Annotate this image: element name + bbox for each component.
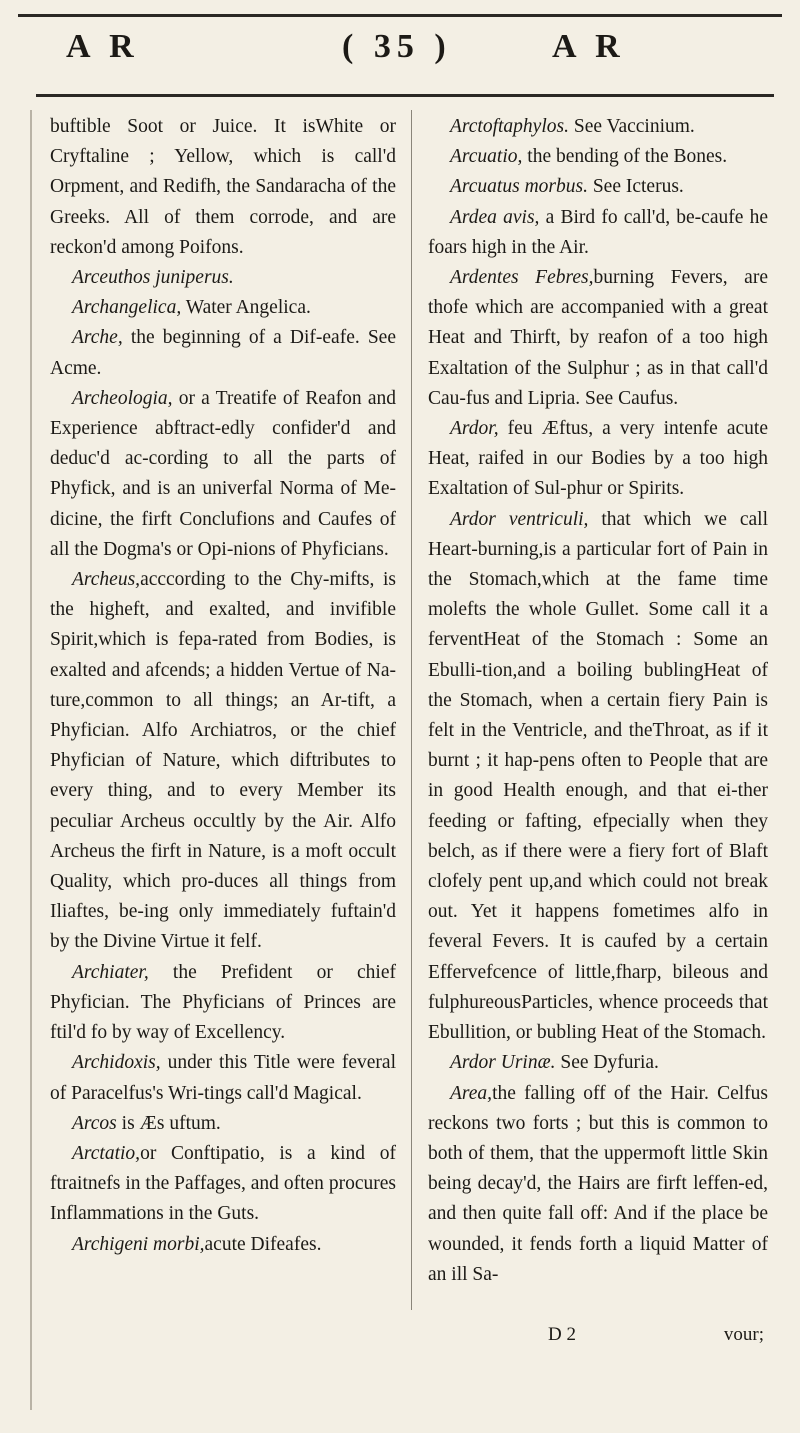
entry-term: Archiater,: [72, 961, 149, 983]
entry-term: Ardor Urinæ.: [450, 1052, 556, 1074]
dictionary-entry: [50, 958, 396, 1049]
entry-term: Area,: [450, 1082, 493, 1104]
left-column: [50, 112, 396, 1260]
entry-term: Ardor ventriculi,: [450, 508, 589, 530]
entry-definition: the beginning of a Dif-eafe. See Acme.: [50, 327, 396, 379]
header-rule: [36, 94, 774, 97]
entry-definition: Water Angelica.: [181, 297, 311, 319]
page-footer: [428, 1324, 768, 1358]
dictionary-entry: [50, 1109, 396, 1139]
catchword: vour;: [723, 1324, 764, 1345]
entry-term: Ardea avis,: [450, 206, 540, 228]
entry-definition: the Prefident or chief Phyfician. The Phyficians of Princes are ftil'd fo by way of Excellency.: [50, 961, 396, 1044]
entry-definition: or a Treatife of Reafon and Experience abftract-edly confider'd and deduc'd ac-cording to all the parts of Phyfick, and is an univerfal Norma of Me-dicine, the firft Conclufions and Caufes of all the Dogma's or Opi-nions of Phyficians.: [50, 387, 396, 560]
dictionary-entry: [50, 1139, 396, 1230]
dictionary-entry: [50, 293, 396, 323]
entry-definition: See Dyfuria.: [555, 1052, 659, 1074]
entry-definition: the bending of the Bones.: [522, 146, 728, 168]
dictionary-entry: [50, 323, 396, 383]
entry-definition: See Vaccinium.: [568, 116, 695, 137]
dictionary-entry: [50, 1230, 396, 1260]
entry-term: Ardor,: [450, 418, 499, 440]
entry-term: Archeologia,: [72, 387, 173, 409]
entry-definition: burning Fevers, are thofe which are accompanied with a great Heat and Thirft, by reafon of a too high Exaltation of the Sulphur ; as in that call'd Cau-fus and Lipria. See Caufus.: [428, 267, 768, 409]
entry-definition: the falling off of the Hair. Celfus reckons two forts ; but this is common to both of them, that the uppermoft little Skin being decay'd, the Hairs are firft leffen-ed, and then quite fall off: And if the place be wounded, it fends forth a liquid Matter of an ill Sa-: [428, 1082, 768, 1285]
entry-definition: under this Title were feveral of Paracelfus's Wri-tings call'd Magical.: [50, 1052, 396, 1104]
dictionary-entry: [428, 1079, 768, 1290]
entry-definition: or Conftipatio, is a kind of ftraitnefs in the Paffages, and often procures Inflammations in the Guts.: [50, 1142, 396, 1225]
entry-term: Ardentes Febres,: [450, 267, 594, 289]
dictionary-entry: [428, 1048, 768, 1078]
entry-term: Arctoftaphylos.: [450, 116, 569, 137]
entry-term: Archidoxis,: [72, 1052, 161, 1074]
dictionary-entry: [428, 414, 768, 505]
entry-definition: buftible Soot or Juice. It isWhite or Cryftaline ; Yellow, which is call'd Orpment, and Redifh, the Sandaracha of the Greeks. All of them corrode, and are reckon'd among Poifons.: [50, 116, 396, 258]
entry-term: Arceuthos juniperus.: [72, 267, 234, 289]
dictionary-entry: [428, 203, 768, 263]
dictionary-entry: [428, 142, 768, 172]
entry-term: Arctatio,: [72, 1142, 141, 1164]
entry-term: Arcuatio,: [450, 146, 523, 168]
header-left: A R: [66, 28, 140, 65]
dictionary-entry: [428, 263, 768, 414]
entry-definition: a Bird fo call'd, be-caufe he foars high in the Air.: [428, 206, 768, 258]
dictionary-entry: [428, 172, 768, 202]
dictionary-entry: [50, 1048, 396, 1108]
dictionary-entry: [50, 263, 396, 293]
column-divider: [411, 110, 412, 1310]
entry-term: Archigeni morbi,: [72, 1233, 205, 1255]
dictionary-entry: [50, 384, 396, 565]
entry-term: Archeus,: [72, 569, 141, 591]
dictionary-entry: [50, 112, 396, 263]
dictionary-entry: [428, 505, 768, 1049]
signature-mark: D 2: [548, 1324, 576, 1345]
entry-definition: feu Æftus, a very intenfe acute Heat, raifed in our Bodies by a too high Exaltation of Sul-phur or Spirits.: [428, 418, 768, 500]
right-column: [428, 112, 768, 1290]
entry-term: Archangelica,: [72, 297, 182, 319]
top-border-line: [18, 14, 782, 17]
entry-term: Arcuatus morbus.: [450, 176, 588, 198]
entry-definition: is Æs uftum.: [116, 1112, 221, 1134]
running-header: [0, 28, 800, 92]
entry-term: Arcos: [72, 1112, 117, 1134]
entry-term: Arche,: [72, 327, 123, 349]
dictionary-entry: [428, 112, 768, 142]
entry-definition: acute Difeafes.: [204, 1233, 322, 1255]
entry-definition: that which we call Heart-burning,is a particular fort of Pain in the Stomach,which at the fame time molefts the whole Gullet. Some call it a ferventHeat of the Stomach : Some an Ebulli-tion,and a boiling bublingHeat of the Stomach, when a certain fiery Pain is felt in the Ventricle, and theThroat, as if it burnt ; it hap-pens often to People that are in good Health enough, and that ei-ther feeding or fafting, efpecially when they belch, as if there were a fiery fort of Blaft clofely pent up,and which could not break out. Yet it happens fometimes alfo in feveral Fevers. It is caufed by a certain Effervefcence of little,fharp, bileous and fulphureousParticles, whence proceeds that Ebullition, or bubling Heat of the Stomach.: [428, 508, 769, 1044]
entry-definition: acccording to the Chy-mifts, is the higheft, and exalted, and invifible Spirit,which is fepa-rated from Bodies, is exalted and afcends; a hidden Vertue of Na-ture,common to all things; an Ar-tift, a Phyfician. Alfo Archiatros, or the chief Phyfician of Nature, which diftributes to every thing, and to every Member its peculiar Archeus occultly by the Air. Alfo Archeus the firft in Nature, is a moft occult Quality, which pro-duces all things from Iliaftes, be-ing only immediately fuftain'd by the Divine Virtue it felf.: [50, 569, 396, 953]
dictionary-entry: [50, 565, 396, 958]
binding-edge: [30, 110, 32, 1410]
entry-definition: See Icterus.: [587, 176, 684, 198]
header-right: A R: [552, 28, 626, 65]
page-number: ( 35 ): [342, 28, 452, 65]
